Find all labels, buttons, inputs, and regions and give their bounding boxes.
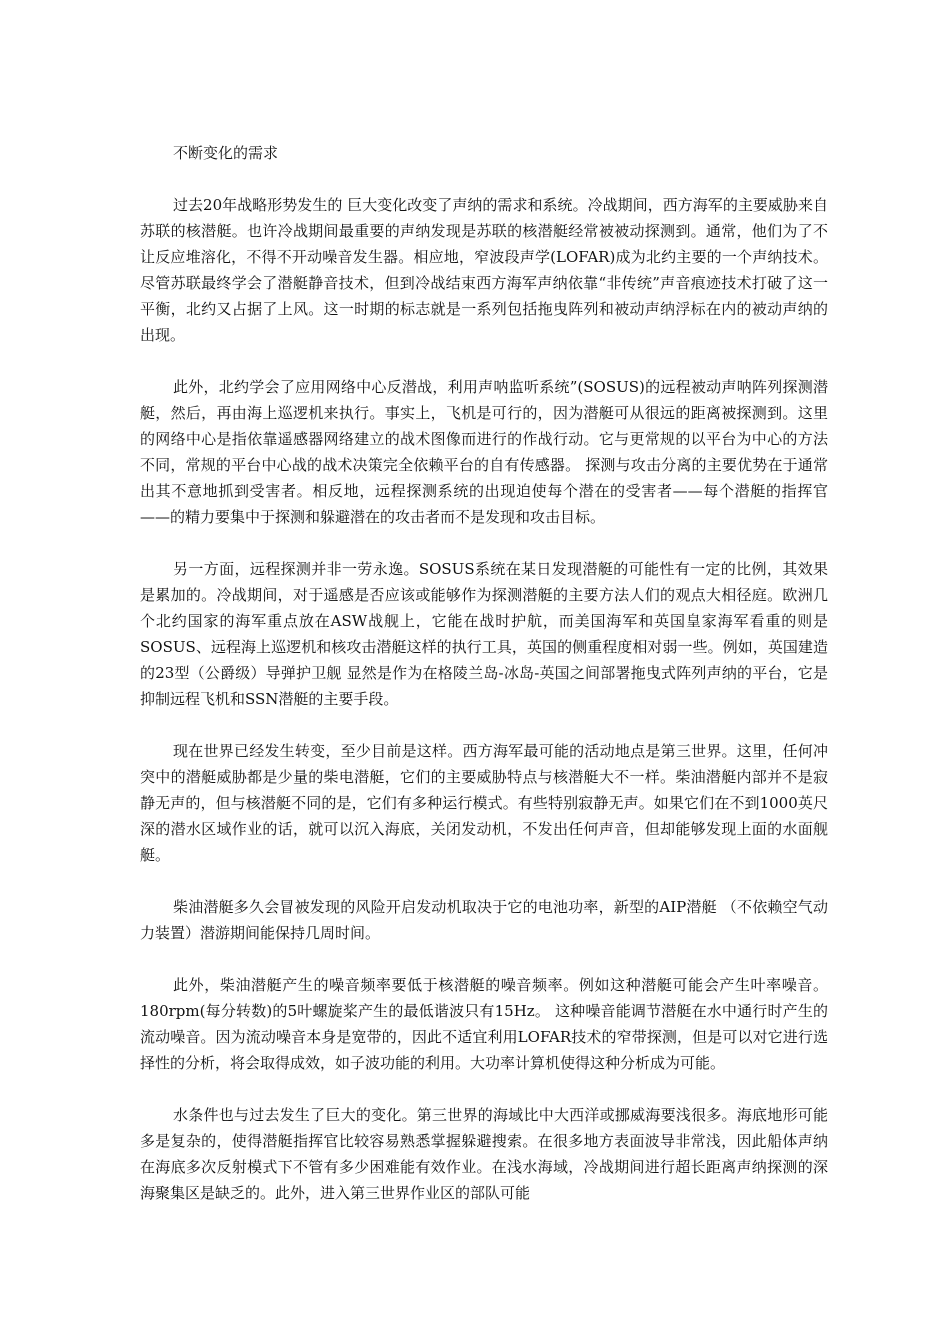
paragraph-water-conditions: 水条件也与过去发生了巨大的变化。第三世界的海域比中大西洋或挪威海要浅很多。海底地形可能多是复杂的，使得潜艇指挥官比较容易熟悉掌握躲避搜索。在很多地方表面波导非常浅，因此船体声纳在海底多次反射模式下不管有多少困难能有效作业。在浅水海域，冷战期间进行超长距离声纳探测的深海聚集区是缺乏的。此外，进入第三世界作业区的部队可能 [140, 1106, 828, 1202]
paragraph-noise-frequency: 此外，柴油潜艇产生的噪音频率要低于核潜艇的噪音频率。例如这种潜艇可能会产生叶率噪音。180rpm(每分转数)的5叶螺旋桨产生的最低谐波只有15Hz。 这种噪音能调节潜艇在水中通行时产生的流动噪音。因为流动噪音本身是宽带的，因此不适宜利用LOFAR技术的窄带探测，但是可以对它进行选择性的分析，将会取得成效，如子波功能的利用。大功率计算机使得这种分析成为可能。 [140, 976, 828, 1072]
paragraph-battery-power: 柴油潜艇多久会冒被发现的风险开启发动机取决于它的电池功率，新型的AIP潜艇 （不依赖空气动力装置）潜游期间能保持几周时间。 [140, 898, 828, 942]
paragraph-remote-detection: 另一方面，远程探测并非一劳永逸。SOSUS系统在某日发现潜艇的可能性有一定的比例，其效果是累加的。冷战期间，对于遥感是否应该或能够作为探测潜艇的主要方法人们的观点大相径庭。欧洲几个北约国家的海军重点放在ASW战舰上，它能在战时护航，而美国海军和英国皇家海军看重的则是SOSUS、远程海上巡逻机和核攻击潜艇这样的执行工具，英国的侧重程度相对弱一些。例如，英国建造的23型（公爵级）导弹护卫舰 显然是作为在格陵兰岛-冰岛-英国之间部署拖曳式阵列声纳的平台，它是抑制远程飞机和SSN潜艇的主要手段。 [140, 560, 828, 708]
section-heading: 不断变化的需求 [173, 144, 279, 162]
document-page [140, 140, 828, 1232]
paragraph-third-world-threat: 现在世界已经发生转变，至少目前是这样。西方海军最可能的活动地点是第三世界。这里，任何冲突中的潜艇威胁都是少量的柴电潜艇，它们的主要威胁特点与核潜艇大不一样。柴油潜艇内部并不是寂静无声的，但与核潜艇不同的是，它们有多种运行模式。有些特别寂静无声。如果它们在不到1000英尺深的潜水区域作业的话，就可以沉入海底，关闭发动机，不发出任何声音，但却能够发现上面的水面舰艇。 [140, 742, 828, 864]
paragraph-cold-war-sonar: 过去20年战略形势发生的 巨大变化改变了声纳的需求和系统。冷战期间，西方海军的主要威胁来自苏联的核潜艇。也许冷战期间最重要的声纳发现是苏联的核潜艇经常被被动探测到。通常，他们为了不让反应堆溶化，不得不开动噪音发生器。相应地，窄波段声学(LOFAR)成为北约主要的一个声纳技术。尽管苏联最终学会了潜艇静音技术，但到冷战结束西方海军声纳依靠“非传统”声音痕迹技术打破了这一平衡，北约又占据了上风。这一时期的标志就是一系列包括拖曳阵列和被动声纳浮标在内的被动声纳的出现。 [140, 196, 828, 344]
paragraph-network-centric-asw: 此外，北约学会了应用网络中心反潜战，利用声呐监听系统”(SOSUS)的远程被动声呐阵列探测潜艇，然后，再由海上巡逻机来执行。事实上，飞机是可行的，因为潜艇可从很远的距离被探测到。这里的网络中心是指依靠遥感器网络建立的战术图像而进行的作战行动。它与更常规的以平台为中心的方法不同，常规的平台中心战的战术决策完全依赖平台的自有传感器。 探测与攻击分离的主要优势在于通常出其不意地抓到受害者。相反地，远程探测系统的出现迫使每个潜在的受害者——每个潜艇的指挥官——的精力要集中于探测和躲避潜在的攻击者而不是发现和攻击目标。 [140, 378, 828, 526]
